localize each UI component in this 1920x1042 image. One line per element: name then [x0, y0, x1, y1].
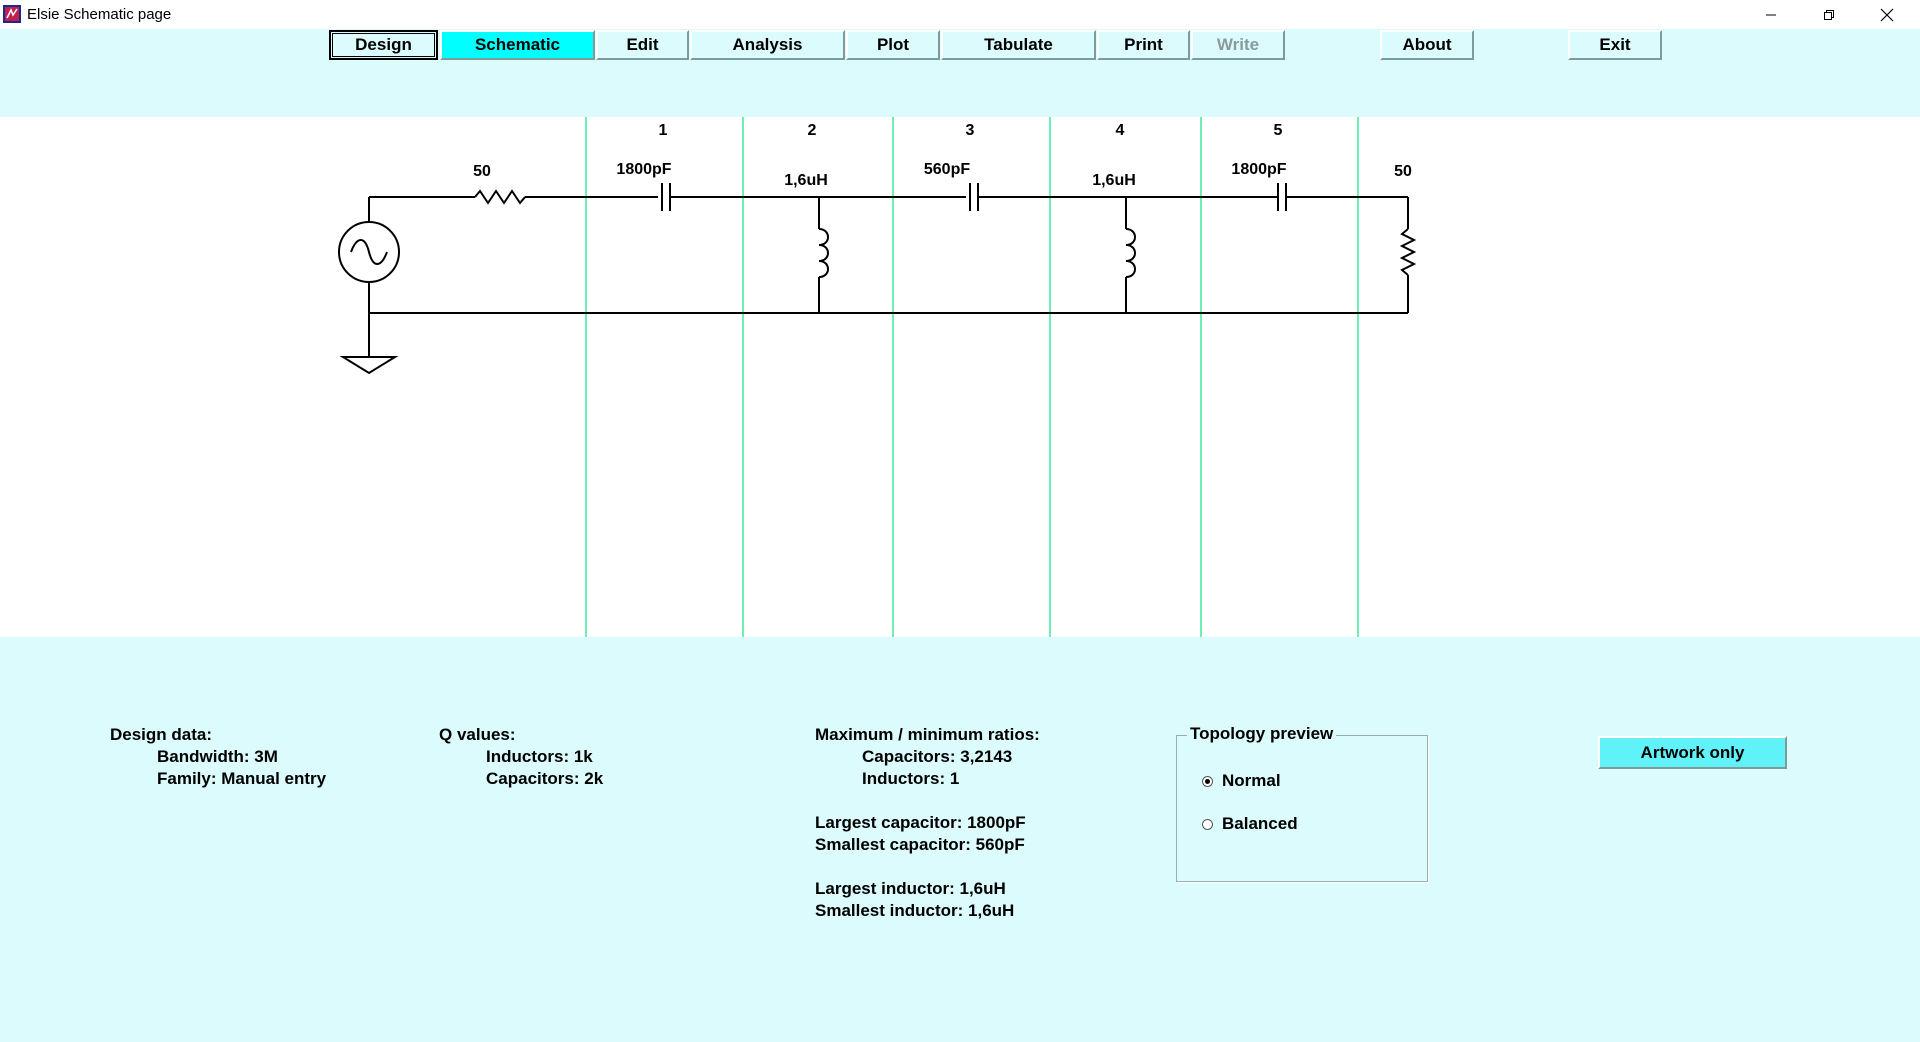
print-button[interactable]: Print [1097, 30, 1190, 60]
design-data-heading: Design data: [110, 725, 213, 744]
exit-button[interactable]: Exit [1568, 30, 1662, 60]
column-index-1: 1 [658, 122, 668, 139]
design-button[interactable]: Design [329, 30, 438, 60]
component-4-value: 1,6uH [1092, 172, 1136, 189]
schematic-button[interactable]: Schematic [440, 30, 595, 60]
column-grid [586, 117, 1358, 637]
family-value: Family: Manual entry [157, 769, 327, 788]
inductor-4-icon [1126, 229, 1135, 277]
analysis-button[interactable]: Analysis [690, 30, 845, 60]
smallest-inductor-value: Smallest inductor: 1,6uH [815, 901, 1015, 920]
component-1-value: 1800pF [616, 161, 672, 178]
schematic-canvas[interactable] [0, 117, 1920, 637]
schematic-drawing [0, 117, 1920, 637]
topology-option-normal-label: Normal [1222, 771, 1281, 790]
load-resistance-label: 50 [1394, 163, 1412, 180]
artwork-only-button[interactable]: Artwork only [1598, 736, 1787, 769]
topology-option-normal[interactable] [1202, 771, 1281, 791]
window-title: Elsie Schematic page [27, 6, 172, 23]
bandwidth-value: Bandwidth: 3M [157, 747, 278, 766]
component-3-value: 560pF [923, 161, 971, 178]
close-icon [1880, 8, 1894, 22]
topology-option-balanced-label: Balanced [1222, 814, 1298, 833]
ratios-panel [815, 724, 1040, 922]
inductor-2-icon [819, 229, 828, 277]
design-data-panel [110, 724, 326, 790]
component-2-value: 1,6uH [784, 172, 828, 189]
about-button[interactable]: About [1380, 30, 1474, 60]
source-resistance-label: 50 [473, 163, 491, 180]
q-capacitors-value: Capacitors: 2k [486, 769, 604, 788]
q-inductors-value: Inductors: 1k [486, 747, 593, 766]
ratio-inductors-value: Inductors: 1 [862, 769, 960, 788]
ratio-capacitors-value: Capacitors: 3,2143 [862, 747, 1013, 766]
ratios-heading: Maximum / minimum ratios: [815, 725, 1040, 744]
restore-button[interactable] [1801, 0, 1857, 29]
radio-unselected-icon[interactable] [1202, 819, 1213, 830]
title-bar [0, 0, 1920, 29]
ground-icon [343, 357, 395, 373]
topology-preview-group [1176, 735, 1428, 882]
column-index-2: 2 [807, 122, 817, 139]
column-index-5: 5 [1273, 122, 1283, 139]
app-icon [3, 5, 21, 23]
topology-option-balanced[interactable] [1202, 814, 1298, 834]
largest-capacitor-value: Largest capacitor: 1800pF [815, 813, 1026, 832]
q-values-panel [439, 724, 603, 790]
column-index-3: 3 [965, 122, 975, 139]
close-button[interactable] [1859, 0, 1915, 29]
tabulate-button[interactable]: Tabulate [941, 30, 1096, 60]
sine-wave-icon [351, 240, 387, 264]
component-5-value: 1800pF [1231, 161, 1287, 178]
radio-selected-icon[interactable] [1202, 776, 1213, 787]
restore-icon [1823, 9, 1835, 21]
topology-preview-title: Topology preview [1187, 724, 1336, 744]
plot-button[interactable]: Plot [846, 30, 940, 60]
column-index-4: 4 [1115, 122, 1125, 139]
minimize-icon [1765, 9, 1777, 21]
edit-button[interactable]: Edit [596, 30, 689, 60]
minimize-button[interactable] [1743, 0, 1799, 29]
smallest-capacitor-value: Smallest capacitor: 560pF [815, 835, 1025, 854]
largest-inductor-value: Largest inductor: 1,6uH [815, 879, 1006, 898]
q-values-heading: Q values: [439, 725, 516, 744]
source-resistor-icon [475, 191, 525, 203]
toolbar [0, 29, 1920, 117]
load-resistor-icon [1402, 229, 1414, 275]
write-button[interactable]: Write [1191, 30, 1285, 60]
